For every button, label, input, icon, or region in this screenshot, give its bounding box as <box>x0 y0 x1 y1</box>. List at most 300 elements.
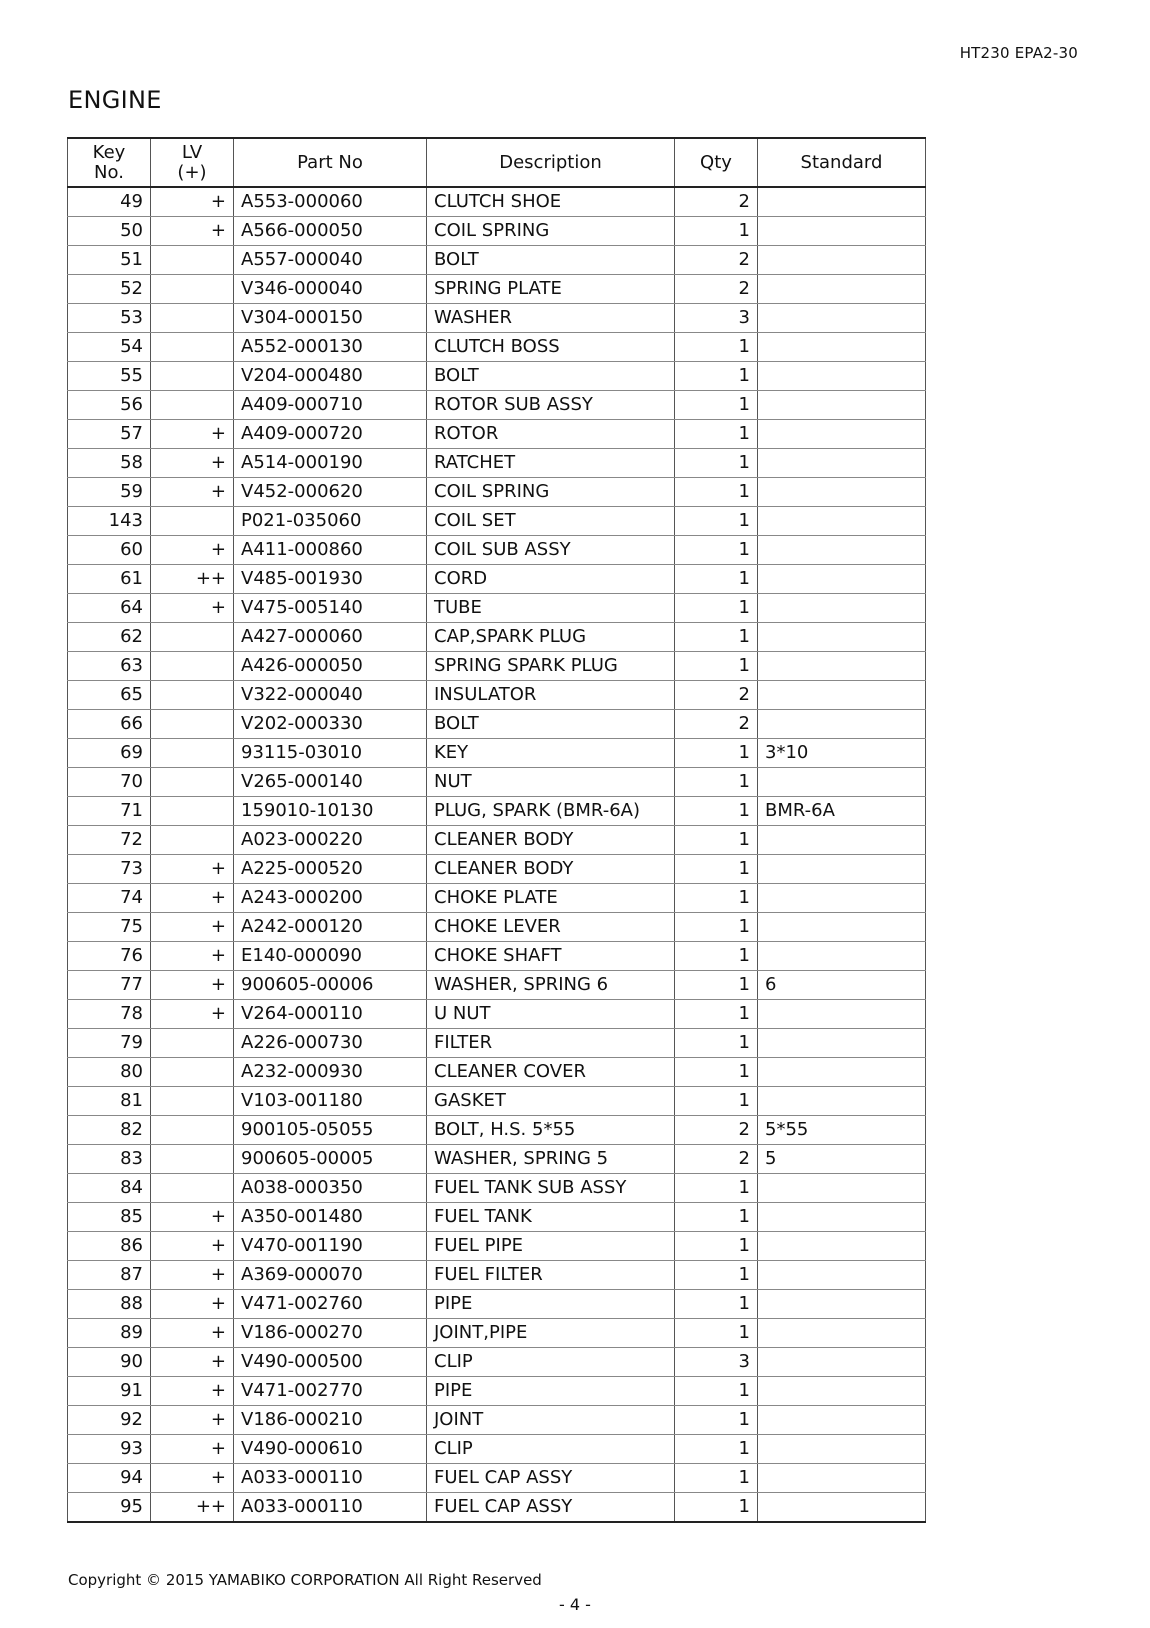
lv-cell: + <box>151 217 234 246</box>
key-cell: 61 <box>68 565 151 594</box>
part-no-cell: A553-000060 <box>234 187 427 217</box>
key-cell: 94 <box>68 1464 151 1493</box>
lv-cell <box>151 1058 234 1087</box>
part-no-cell: V186-000270 <box>234 1319 427 1348</box>
qty-cell: 1 <box>675 1232 758 1261</box>
lv-cell: + <box>151 1203 234 1232</box>
standard-cell <box>758 565 926 594</box>
standard-cell <box>758 362 926 391</box>
standard-cell <box>758 1261 926 1290</box>
description-cell: FUEL TANK <box>427 1203 675 1232</box>
part-no-cell: V322-000040 <box>234 681 427 710</box>
part-no-cell: 900605-00006 <box>234 971 427 1000</box>
key-cell: 74 <box>68 884 151 913</box>
part-no-cell: V264-000110 <box>234 1000 427 1029</box>
standard-cell <box>758 333 926 362</box>
standard-cell: 6 <box>758 971 926 1000</box>
part-no-cell: V490-000500 <box>234 1348 427 1377</box>
key-cell: 82 <box>68 1116 151 1145</box>
qty-cell: 1 <box>675 1174 758 1203</box>
qty-cell: 1 <box>675 1203 758 1232</box>
table-row <box>68 565 926 594</box>
standard-cell <box>758 391 926 420</box>
description-cell: BOLT <box>427 710 675 739</box>
table-row <box>68 420 926 449</box>
lv-cell: + <box>151 1377 234 1406</box>
qty-cell: 1 <box>675 1464 758 1493</box>
header-description: Description <box>427 138 675 187</box>
header-standard: Standard <box>758 138 926 187</box>
qty-cell: 1 <box>675 1029 758 1058</box>
table-row <box>68 1203 926 1232</box>
part-no-cell: V103-001180 <box>234 1087 427 1116</box>
qty-cell: 1 <box>675 478 758 507</box>
description-cell: COIL SET <box>427 507 675 536</box>
description-cell: GASKET <box>427 1087 675 1116</box>
table-row <box>68 304 926 333</box>
standard-cell <box>758 884 926 913</box>
qty-cell: 2 <box>675 681 758 710</box>
standard-cell <box>758 681 926 710</box>
lv-cell: + <box>151 594 234 623</box>
qty-cell: 1 <box>675 1493 758 1523</box>
qty-cell: 1 <box>675 623 758 652</box>
qty-cell: 2 <box>675 1116 758 1145</box>
table-row <box>68 1348 926 1377</box>
qty-cell: 2 <box>675 246 758 275</box>
lv-cell: + <box>151 1435 234 1464</box>
table-row <box>68 768 926 797</box>
header-part-no: Part No <box>234 138 427 187</box>
part-no-cell: A226-000730 <box>234 1029 427 1058</box>
lv-cell: + <box>151 536 234 565</box>
lv-cell <box>151 681 234 710</box>
description-cell: WASHER, SPRING 5 <box>427 1145 675 1174</box>
description-cell: WASHER <box>427 304 675 333</box>
qty-cell: 1 <box>675 594 758 623</box>
lv-cell <box>151 1174 234 1203</box>
part-no-cell: 900105-05055 <box>234 1116 427 1145</box>
description-cell: INSULATOR <box>427 681 675 710</box>
lv-cell: + <box>151 449 234 478</box>
standard-cell <box>758 536 926 565</box>
table-row <box>68 449 926 478</box>
part-no-cell: A369-000070 <box>234 1261 427 1290</box>
standard-cell <box>758 1348 926 1377</box>
table-row <box>68 1000 926 1029</box>
key-cell: 86 <box>68 1232 151 1261</box>
part-no-cell: V346-000040 <box>234 275 427 304</box>
lv-cell: + <box>151 884 234 913</box>
description-cell: ROTOR SUB ASSY <box>427 391 675 420</box>
key-cell: 87 <box>68 1261 151 1290</box>
part-no-cell: A409-000710 <box>234 391 427 420</box>
key-cell: 81 <box>68 1087 151 1116</box>
header-lv <box>151 138 234 187</box>
part-no-cell: V452-000620 <box>234 478 427 507</box>
table-row <box>68 478 926 507</box>
standard-cell <box>758 855 926 884</box>
table-row <box>68 362 926 391</box>
lv-cell: + <box>151 1000 234 1029</box>
key-cell: 63 <box>68 652 151 681</box>
qty-cell: 3 <box>675 304 758 333</box>
lv-cell <box>151 246 234 275</box>
key-cell: 93 <box>68 1435 151 1464</box>
standard-cell <box>758 1435 926 1464</box>
section-title: ENGINE <box>68 86 162 114</box>
description-cell: KEY <box>427 739 675 768</box>
key-cell: 49 <box>68 187 151 217</box>
key-cell: 76 <box>68 942 151 971</box>
lv-cell <box>151 768 234 797</box>
lv-cell: + <box>151 913 234 942</box>
header-key-line1: Key <box>92 141 126 163</box>
description-cell: PIPE <box>427 1377 675 1406</box>
table-row <box>68 1087 926 1116</box>
lv-cell: + <box>151 855 234 884</box>
description-cell: BOLT <box>427 362 675 391</box>
description-cell: CLIP <box>427 1435 675 1464</box>
description-cell: U NUT <box>427 1000 675 1029</box>
description-cell: CHOKE SHAFT <box>427 942 675 971</box>
standard-cell <box>758 1087 926 1116</box>
lv-cell: + <box>151 942 234 971</box>
part-no-cell: A552-000130 <box>234 333 427 362</box>
part-no-cell: 93115-03010 <box>234 739 427 768</box>
lv-cell: + <box>151 971 234 1000</box>
part-no-cell: E140-000090 <box>234 942 427 971</box>
table-row <box>68 1464 926 1493</box>
standard-cell <box>758 623 926 652</box>
table-row <box>68 1261 926 1290</box>
part-no-cell: A033-000110 <box>234 1493 427 1523</box>
table-row <box>68 536 926 565</box>
table-row <box>68 275 926 304</box>
document-code: HT230 EPA2-30 <box>959 44 1078 62</box>
description-cell: COIL SUB ASSY <box>427 536 675 565</box>
lv-cell <box>151 623 234 652</box>
qty-cell: 1 <box>675 1087 758 1116</box>
key-cell: 73 <box>68 855 151 884</box>
table-row <box>68 1058 926 1087</box>
key-cell: 91 <box>68 1377 151 1406</box>
standard-cell <box>758 507 926 536</box>
lv-cell <box>151 275 234 304</box>
table-row <box>68 971 926 1000</box>
qty-cell: 2 <box>675 710 758 739</box>
description-cell: FUEL PIPE <box>427 1232 675 1261</box>
part-no-cell: V490-000610 <box>234 1435 427 1464</box>
qty-cell: 2 <box>675 1145 758 1174</box>
table-row <box>68 652 926 681</box>
qty-cell: 1 <box>675 797 758 826</box>
key-cell: 92 <box>68 1406 151 1435</box>
part-no-cell: 159010-10130 <box>234 797 427 826</box>
part-no-cell: A427-000060 <box>234 623 427 652</box>
part-no-cell: A514-000190 <box>234 449 427 478</box>
qty-cell: 1 <box>675 1435 758 1464</box>
qty-cell: 1 <box>675 913 758 942</box>
qty-cell: 1 <box>675 971 758 1000</box>
standard-cell <box>758 420 926 449</box>
table-row <box>68 623 926 652</box>
standard-cell <box>758 275 926 304</box>
part-no-cell: A557-000040 <box>234 246 427 275</box>
table-row <box>68 1435 926 1464</box>
table-row <box>68 1145 926 1174</box>
qty-cell: 1 <box>675 1319 758 1348</box>
standard-cell <box>758 768 926 797</box>
key-cell: 95 <box>68 1493 151 1523</box>
standard-cell <box>758 913 926 942</box>
lv-cell: + <box>151 1406 234 1435</box>
description-cell: CHOKE LEVER <box>427 913 675 942</box>
table-row <box>68 710 926 739</box>
header-lv-line1: LV <box>181 141 203 163</box>
part-no-cell: A350-001480 <box>234 1203 427 1232</box>
description-cell: FUEL CAP ASSY <box>427 1493 675 1523</box>
standard-cell <box>758 1174 926 1203</box>
lv-cell <box>151 362 234 391</box>
standard-cell: BMR-6A <box>758 797 926 826</box>
qty-cell: 1 <box>675 855 758 884</box>
parts-table-body <box>68 187 926 1522</box>
standard-cell <box>758 826 926 855</box>
key-cell: 72 <box>68 826 151 855</box>
lv-cell: + <box>151 1464 234 1493</box>
qty-cell: 1 <box>675 739 758 768</box>
key-cell: 56 <box>68 391 151 420</box>
qty-cell: 1 <box>675 652 758 681</box>
table-row <box>68 1174 926 1203</box>
standard-cell <box>758 594 926 623</box>
part-no-cell: A409-000720 <box>234 420 427 449</box>
standard-cell: 5*55 <box>758 1116 926 1145</box>
key-cell: 53 <box>68 304 151 333</box>
table-row <box>68 913 926 942</box>
description-cell: CLIP <box>427 1348 675 1377</box>
lv-cell: + <box>151 1319 234 1348</box>
part-no-cell: V202-000330 <box>234 710 427 739</box>
standard-cell <box>758 1058 926 1087</box>
table-row <box>68 1116 926 1145</box>
description-cell: FILTER <box>427 1029 675 1058</box>
qty-cell: 1 <box>675 942 758 971</box>
description-cell: COIL SPRING <box>427 217 675 246</box>
standard-cell <box>758 1493 926 1523</box>
table-row <box>68 826 926 855</box>
description-cell: RATCHET <box>427 449 675 478</box>
qty-cell: 1 <box>675 1261 758 1290</box>
part-no-cell: A566-000050 <box>234 217 427 246</box>
key-cell: 79 <box>68 1029 151 1058</box>
part-no-cell: V265-000140 <box>234 768 427 797</box>
standard-cell <box>758 246 926 275</box>
description-cell: CHOKE PLATE <box>427 884 675 913</box>
table-row <box>68 797 926 826</box>
part-no-cell: A033-000110 <box>234 1464 427 1493</box>
key-cell: 52 <box>68 275 151 304</box>
table-row <box>68 1493 926 1523</box>
part-no-cell: P021-035060 <box>234 507 427 536</box>
lv-cell <box>151 652 234 681</box>
part-no-cell: 900605-00005 <box>234 1145 427 1174</box>
table-row <box>68 507 926 536</box>
lv-cell: + <box>151 1261 234 1290</box>
standard-cell <box>758 652 926 681</box>
key-cell: 71 <box>68 797 151 826</box>
qty-cell: 2 <box>675 275 758 304</box>
header-key-line2: No. <box>94 161 124 183</box>
lv-cell <box>151 304 234 333</box>
key-cell: 62 <box>68 623 151 652</box>
header-qty: Qty <box>675 138 758 187</box>
qty-cell: 1 <box>675 217 758 246</box>
standard-cell: 5 <box>758 1145 926 1174</box>
key-cell: 78 <box>68 1000 151 1029</box>
lv-cell <box>151 826 234 855</box>
key-cell: 50 <box>68 217 151 246</box>
lv-cell <box>151 739 234 768</box>
standard-cell <box>758 187 926 217</box>
description-cell: CLEANER BODY <box>427 855 675 884</box>
description-cell: JOINT <box>427 1406 675 1435</box>
part-no-cell: A242-000120 <box>234 913 427 942</box>
qty-cell: 1 <box>675 391 758 420</box>
standard-cell <box>758 304 926 333</box>
lv-cell: + <box>151 1290 234 1319</box>
part-no-cell: V475-005140 <box>234 594 427 623</box>
qty-cell: 1 <box>675 768 758 797</box>
description-cell: WASHER, SPRING 6 <box>427 971 675 1000</box>
key-cell: 66 <box>68 710 151 739</box>
standard-cell: 3*10 <box>758 739 926 768</box>
lv-cell <box>151 710 234 739</box>
qty-cell: 1 <box>675 1377 758 1406</box>
table-row <box>68 333 926 362</box>
part-no-cell: A426-000050 <box>234 652 427 681</box>
header-key-no <box>68 138 151 187</box>
key-cell: 54 <box>68 333 151 362</box>
standard-cell <box>758 1464 926 1493</box>
description-cell: PIPE <box>427 1290 675 1319</box>
part-no-cell: A038-000350 <box>234 1174 427 1203</box>
lv-cell <box>151 333 234 362</box>
qty-cell: 1 <box>675 449 758 478</box>
part-no-cell: A232-000930 <box>234 1058 427 1087</box>
table-row <box>68 681 926 710</box>
standard-cell <box>758 942 926 971</box>
table-row <box>68 1029 926 1058</box>
part-no-cell: A023-000220 <box>234 826 427 855</box>
key-cell: 65 <box>68 681 151 710</box>
lv-cell <box>151 1145 234 1174</box>
lv-cell: + <box>151 1232 234 1261</box>
qty-cell: 1 <box>675 536 758 565</box>
description-cell: CLEANER COVER <box>427 1058 675 1087</box>
description-cell: NUT <box>427 768 675 797</box>
table-row <box>68 594 926 623</box>
description-cell: CORD <box>427 565 675 594</box>
lv-cell: + <box>151 187 234 217</box>
key-cell: 51 <box>68 246 151 275</box>
qty-cell: 3 <box>675 1348 758 1377</box>
lv-cell: ++ <box>151 565 234 594</box>
key-cell: 58 <box>68 449 151 478</box>
part-no-cell: V204-000480 <box>234 362 427 391</box>
table-row <box>68 1232 926 1261</box>
qty-cell: 1 <box>675 362 758 391</box>
key-cell: 88 <box>68 1290 151 1319</box>
part-no-cell: V186-000210 <box>234 1406 427 1435</box>
part-no-cell: A411-000860 <box>234 536 427 565</box>
standard-cell <box>758 1406 926 1435</box>
part-no-cell: V471-002770 <box>234 1377 427 1406</box>
key-cell: 89 <box>68 1319 151 1348</box>
qty-cell: 1 <box>675 507 758 536</box>
key-cell: 64 <box>68 594 151 623</box>
description-cell: PLUG, SPARK (BMR-6A) <box>427 797 675 826</box>
description-cell: SPRING SPARK PLUG <box>427 652 675 681</box>
table-row <box>68 739 926 768</box>
description-cell: CAP,SPARK PLUG <box>427 623 675 652</box>
table-row <box>68 884 926 913</box>
part-no-cell: V470-001190 <box>234 1232 427 1261</box>
description-cell: CLUTCH SHOE <box>427 187 675 217</box>
standard-cell <box>758 1029 926 1058</box>
key-cell: 83 <box>68 1145 151 1174</box>
copyright-notice: Copyright © 2015 YAMABIKO CORPORATION All Right Reserved <box>68 1571 542 1589</box>
qty-cell: 2 <box>675 187 758 217</box>
key-cell: 80 <box>68 1058 151 1087</box>
part-no-cell: A225-000520 <box>234 855 427 884</box>
key-cell: 143 <box>68 507 151 536</box>
lv-cell <box>151 507 234 536</box>
part-no-cell: V304-000150 <box>234 304 427 333</box>
qty-cell: 1 <box>675 420 758 449</box>
standard-cell <box>758 478 926 507</box>
qty-cell: 1 <box>675 1290 758 1319</box>
table-row <box>68 1319 926 1348</box>
table-row <box>68 942 926 971</box>
lv-cell <box>151 1087 234 1116</box>
table-row <box>68 1377 926 1406</box>
table-row <box>68 217 926 246</box>
part-no-cell: V485-001930 <box>234 565 427 594</box>
part-no-cell: V471-002760 <box>234 1290 427 1319</box>
description-cell: BOLT, H.S. 5*55 <box>427 1116 675 1145</box>
table-row <box>68 391 926 420</box>
part-no-cell: A243-000200 <box>234 884 427 913</box>
qty-cell: 1 <box>675 884 758 913</box>
key-cell: 59 <box>68 478 151 507</box>
description-cell: SPRING PLATE <box>427 275 675 304</box>
parts-table <box>67 137 926 1523</box>
standard-cell <box>758 1000 926 1029</box>
lv-cell <box>151 797 234 826</box>
qty-cell: 1 <box>675 565 758 594</box>
description-cell: TUBE <box>427 594 675 623</box>
key-cell: 60 <box>68 536 151 565</box>
key-cell: 75 <box>68 913 151 942</box>
standard-cell <box>758 1377 926 1406</box>
key-cell: 70 <box>68 768 151 797</box>
standard-cell <box>758 1232 926 1261</box>
parts-table-header <box>68 138 926 187</box>
table-row <box>68 1406 926 1435</box>
key-cell: 57 <box>68 420 151 449</box>
